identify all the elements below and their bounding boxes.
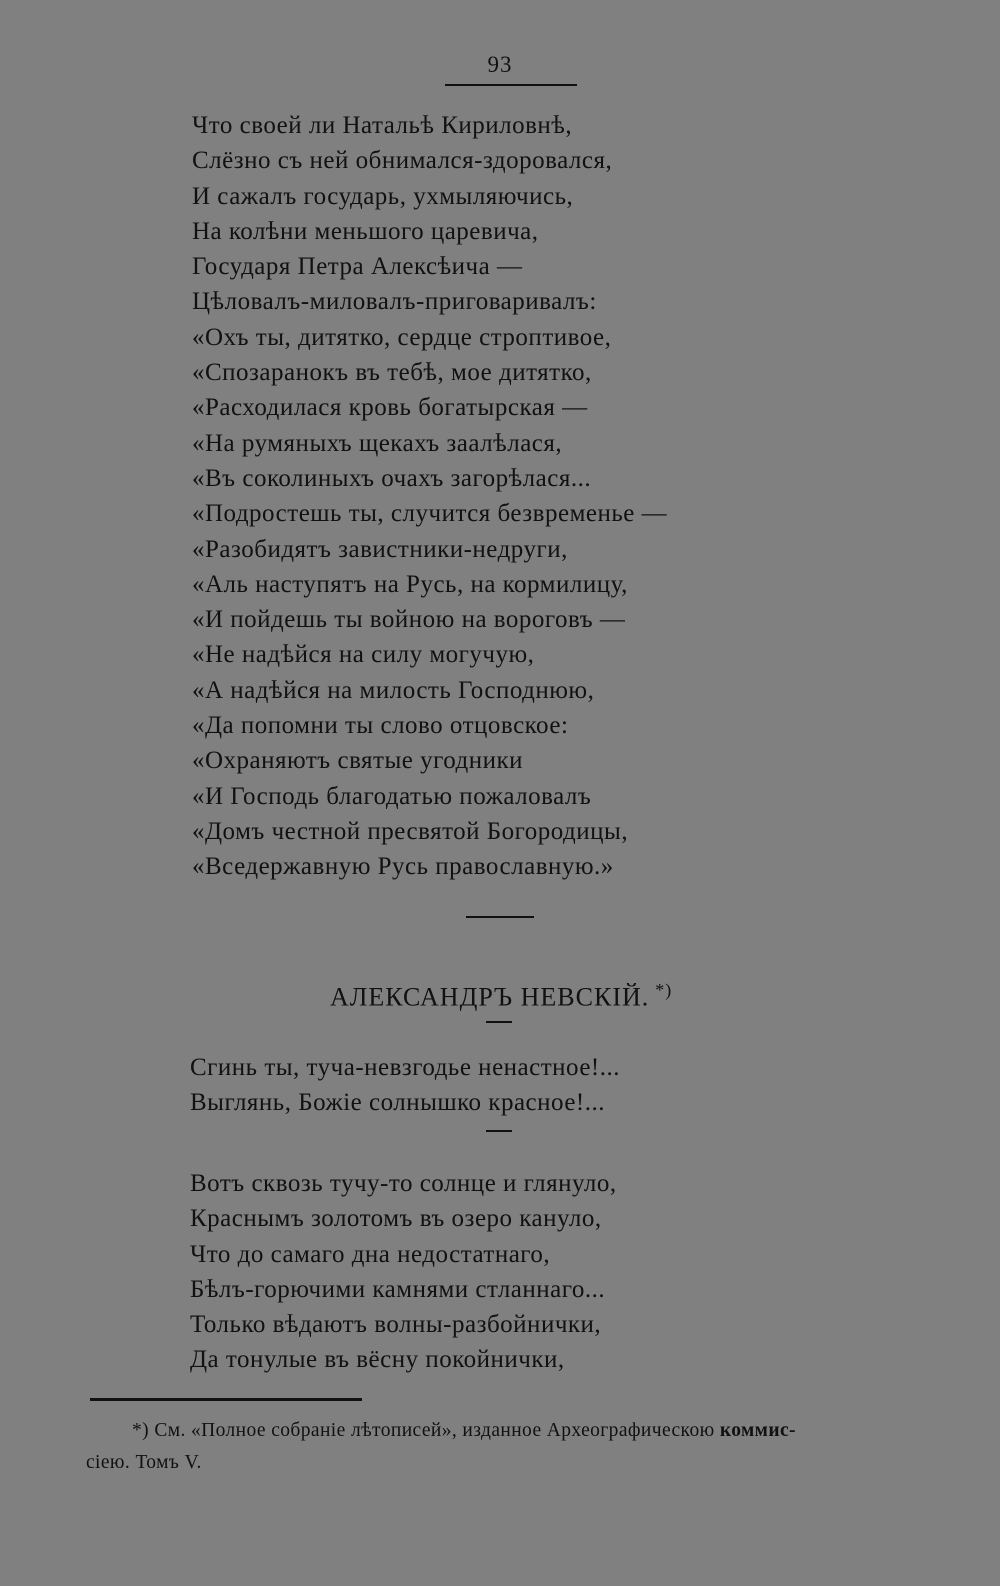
poem-stanza-1: [192, 108, 667, 885]
poem-line: «И Господь благодатью пожаловалъ: [192, 782, 592, 810]
poem-line: «Вседержавную Русь православную.»: [192, 853, 614, 881]
poem-line: Только вѣдаютъ волны-разбойнички,: [190, 1311, 602, 1339]
poem-line: Да тонулые въ вёсну покойнички,: [190, 1346, 565, 1374]
poem-line: «Домъ честной пресвятой Богородицы,: [192, 817, 629, 845]
poem-line: «Аль наступятъ на Русь, на кормилицу,: [192, 570, 628, 598]
poem-line: Сгинь ты, туча-невзгодье ненастное!...: [190, 1054, 621, 1081]
poem-line: Вотъ сквозь тучу-то солнце и глянуло,: [190, 1170, 617, 1197]
poem-line: «А надѣйся на милость Господнюю,: [192, 676, 595, 704]
poem-stanza-2: [190, 1050, 620, 1121]
poem-line: «Въ соколиныхъ очахъ загорѣлася...: [192, 464, 592, 492]
poem-line: На колѣни меньшого царевича,: [192, 217, 539, 245]
poem-line: Что до самаго дна недостатнаго,: [190, 1240, 551, 1268]
poem-line: «На румяныхъ щекахъ заалѣлася,: [192, 429, 563, 457]
footnote: [86, 1415, 936, 1479]
poem-line: «Охъ ты, дитятко, сердце строптивое,: [192, 323, 612, 351]
page-number-rule: [445, 84, 577, 86]
section-divider: [466, 916, 534, 918]
poem-line: «Спозаранокъ въ тебѣ, мое дитятко,: [192, 359, 592, 387]
footnote-line-1: [86, 1415, 936, 1447]
poem-line: «Расходилася кровь богатырская —: [192, 394, 588, 422]
poem-stanza-3: [190, 1166, 617, 1378]
poem-line: Бѣлъ-горючими камнями стланнаго...: [190, 1275, 606, 1303]
poem-line: «Подростешь ты, случится безвременье —: [192, 500, 668, 528]
poem-line: Цѣловалъ-миловалъ-приговаривалъ:: [192, 288, 597, 316]
poem-line: «Да попомни ты слово отцовское:: [192, 712, 569, 740]
title-dash: [486, 1021, 512, 1023]
poem-line: «Охраняютъ святые угодники: [192, 747, 524, 775]
poem-line: «Разобидятъ завистники-недруги,: [192, 535, 568, 563]
poem-line: Выглянь, Божіе солнышко красное!...: [190, 1089, 605, 1117]
footnote-text-bold: коммис-: [719, 1420, 796, 1441]
poem-line: «Не надѣйся на силу могучую,: [192, 641, 535, 669]
footnote-text: *) См. «Полное собраніе лѣтописей», изданное Археографическою: [132, 1420, 715, 1441]
footnote-rule: [90, 1398, 362, 1401]
page-number: 93: [487, 52, 513, 77]
poem-line: «И пойдешь ты войною на вороговъ —: [192, 606, 626, 634]
section-title-text: АЛЕКСАНДРЪ НЕВСКІЙ.: [330, 982, 650, 1012]
poem-line: Слёзно съ ней обнимался-здоровался,: [192, 147, 613, 175]
poem-line: Что своей ли Натальѣ Кириловнѣ,: [192, 112, 573, 139]
poem-line: И сажалъ государь, ухмыляючись,: [192, 182, 574, 210]
stanza-dash: [486, 1130, 512, 1132]
footnote-mark: *): [655, 980, 673, 1000]
footnote-line-2: сіею. Томъ V.: [86, 1452, 202, 1473]
poem-line: Краснымъ золотомъ въ озеро кануло,: [190, 1205, 602, 1233]
section-title: [330, 980, 672, 1013]
poem-line: Государя Петра Алексѣича —: [192, 253, 523, 281]
